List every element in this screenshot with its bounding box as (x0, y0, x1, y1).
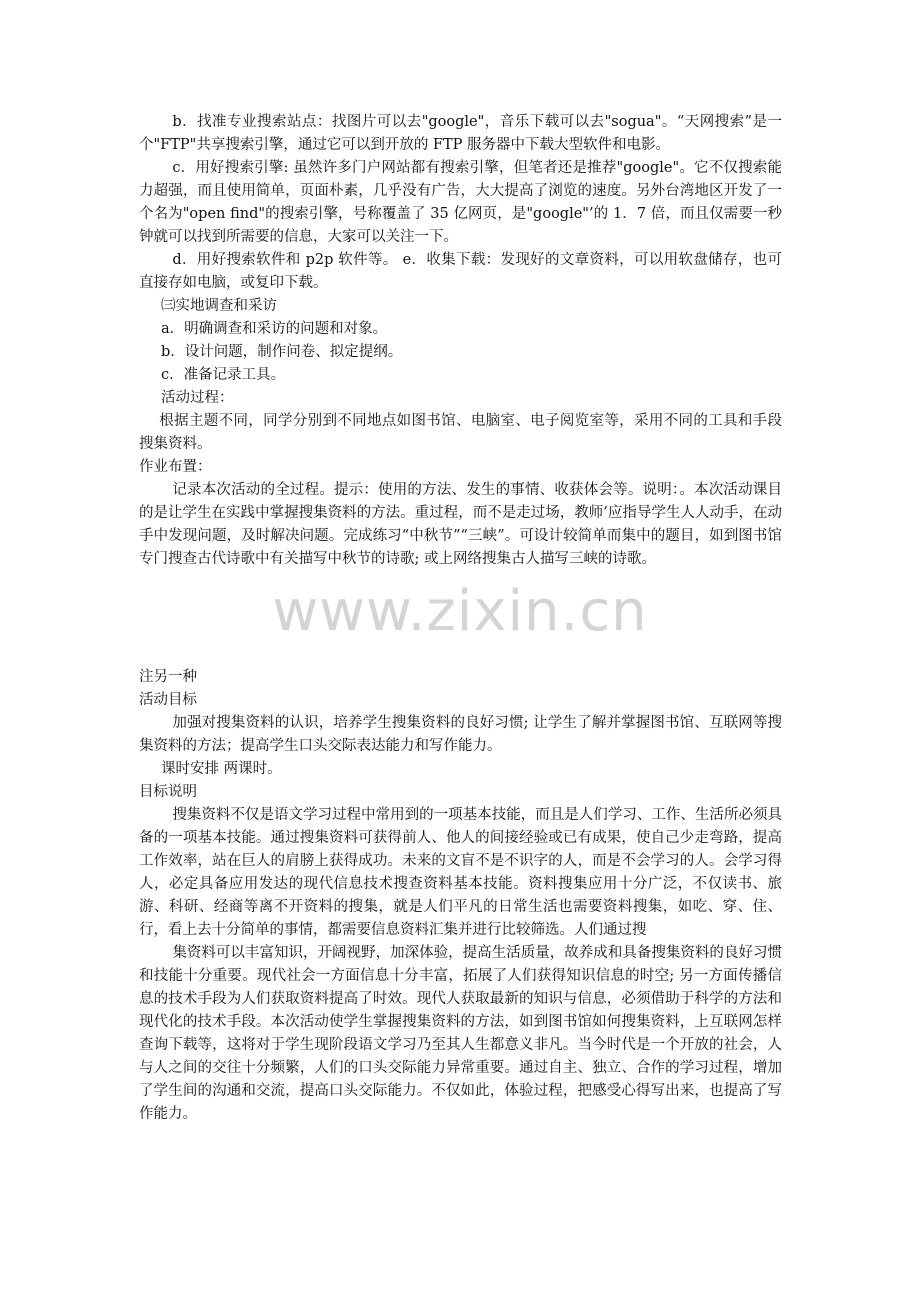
list-item-a: a．明确调查和采访的问题和对象。 (161, 321, 388, 337)
paragraph-b-search-sites: b．找准专业搜索站点：找图片可以去"google"，音乐下载可以去"sogua"。“天网搜索”是一个"FTP"共享搜索引擎，通过它可以到开放的 FTP 服务器中下载大型软件和电影。 (139, 114, 782, 153)
homework-text: 记录本次活动的全过程。提示：使用的方法、发生的事情、收获体会等。说明：。本次活动课目的是让学生在实践中掌握搜集资料的方法。重过程，而不是走过场，教师’应指导学生人人动手，在动手中发现问题，及时解决问题。完成练习“中秋节”“三峡”。可设计较简单而集中的题目，如到图书馆专门搜查古代诗歌中有关描写中秋节的诗歌; 或上网络搜集古人描写三峡的诗歌。 (139, 482, 782, 567)
note-label: 注另一种 (139, 669, 197, 685)
explain-paragraph-2: 集资料可以丰富知识，开阔视野，加深体验，提高生活质量，故养成和具备搜集资料的良好习惯和技能十分重要。现代社会一方面信息十分丰富，拓展了人们获得知识信息的时空; 另一方面传播信息的技术手段为人们获取资料提高了时效。现代人获取最新的知识与信息，必须借助于科学的方法和现代化的技术手段。本次活动使学生掌握搜集资料的方法，如到图书馆如何搜集资料，上互联网怎样查询下载等，这将对于学生现阶段语文学习乃至其人生都意义非凡。当今时代是一个开放的社会，人与人之间的交往十分频繁，人们的口头交际能力异常重要。通过自主、独立、合作的学习过程，增加了学生间的沟通和交流，提高口头交际能力。不仅如此，体验过程，把感受心得写出来，也提高了写作能力。 (139, 945, 782, 1122)
goal-label: 活动目标 (139, 692, 197, 708)
section-search-methods (139, 111, 782, 571)
process-label: 活动过程： (161, 390, 234, 406)
section-alternative (139, 666, 782, 1126)
homework-label: 作业布置： (139, 459, 212, 475)
paragraph-c-search-engine: c．用好搜索引擎: 虽然许多门户网站都有搜索引擎，但笔者还是推荐"google"。它不仅搜索能力超强，而且使用简单，页面朴素，几乎没有广告，大大提高了浏览的速度。另外台湾地区开发了一个名为"open find"的搜索引擎，号称覆盖了 35 亿网页，是"google"’的 1．7 倍，而且仅需要一秒钟就可以找到所需要的信息，大家可以关注一下。 (139, 160, 782, 245)
list-item-b: b．设计问题，制作问卷、拟定提纲。 (161, 344, 403, 360)
explain-paragraph-1: 搜集资料不仅是语文学习过程中常用到的一项基本技能，而且是人们学习、工作、生活所必须具备的一项基本技能。通过搜集资料可获得前人、他人的间接经验或已有成果，使自己少走弯路，提高工作效率，站在巨人的肩膀上获得成功。未来的文盲不是不识字的人，而是不会学习的人。会学习得人，必定具备应用发达的现代信息技术搜查资料基本技能。资料搜集应用十分广泛，不仅读书、旅游、科研、经商等离不开资料的搜集，就是人们平凡的日常生活也需要资料搜集，如吃、穿、住、行，看上去十分简单的事情，都需要信息资料汇集并进行比较筛选。人们通过搜 (139, 807, 782, 938)
goal-text: 加强对搜集资料的认识，培养学生搜集资料的良好习惯; 让学生了解并掌握图书馆、互联网等搜集资料的方法；提高学生口头交际表达能力和写作能力。 (139, 715, 782, 754)
explain-label: 目标说明 (139, 784, 197, 800)
heading-field-survey: ㈢实地调查和采访 (161, 298, 277, 314)
watermark: www.zixin.cn (272, 579, 648, 644)
process-text: 根据主题不同，同学分别到不同地点如图书馆、电脑室、电子阅览室等，采用不同的工具和手段搜集资料。 (139, 413, 782, 452)
list-item-c: c．准备记录工具。 (161, 367, 286, 383)
paragraph-d-software: d．用好搜索软件和 p2p 软件等。 e．收集下载：发现好的文章资料，可以用软盘储存，也可直接存如电脑，或复印下载。 (139, 252, 782, 291)
schedule-text: 课时安排 两课时。 (161, 761, 282, 777)
